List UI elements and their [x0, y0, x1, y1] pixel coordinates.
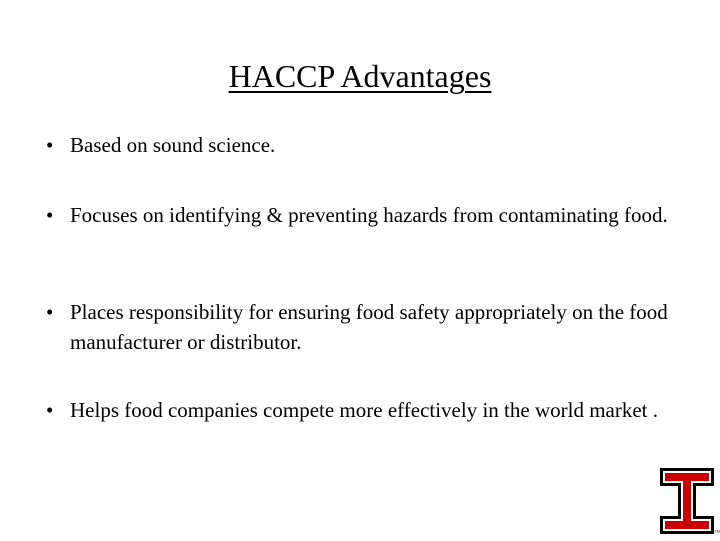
bullet-text: Helps food companies compete more effectively in the world market . — [70, 398, 658, 422]
bullet-item — [46, 200, 686, 230]
bullet-item — [46, 395, 686, 425]
bullet-text: Places responsibility for ensuring food safety appropriately on the food manufacturer or distributor. — [70, 300, 668, 354]
double-t-logo-icon — [658, 466, 718, 536]
bullet-dot: • — [46, 133, 54, 157]
bullet-item — [46, 130, 686, 160]
bullet-text: Based on sound science. — [70, 133, 276, 157]
bullet-dot: • — [46, 398, 54, 422]
slide-title: HACCP Advantages — [228, 58, 492, 94]
bullet-dot: • — [46, 300, 54, 324]
trademark-mark: ™ — [714, 530, 720, 536]
bullet-dot: • — [46, 203, 54, 227]
bullet-text: Focuses on identifying & preventing hazards from contaminating food. — [70, 203, 668, 227]
bullet-item — [46, 297, 686, 357]
